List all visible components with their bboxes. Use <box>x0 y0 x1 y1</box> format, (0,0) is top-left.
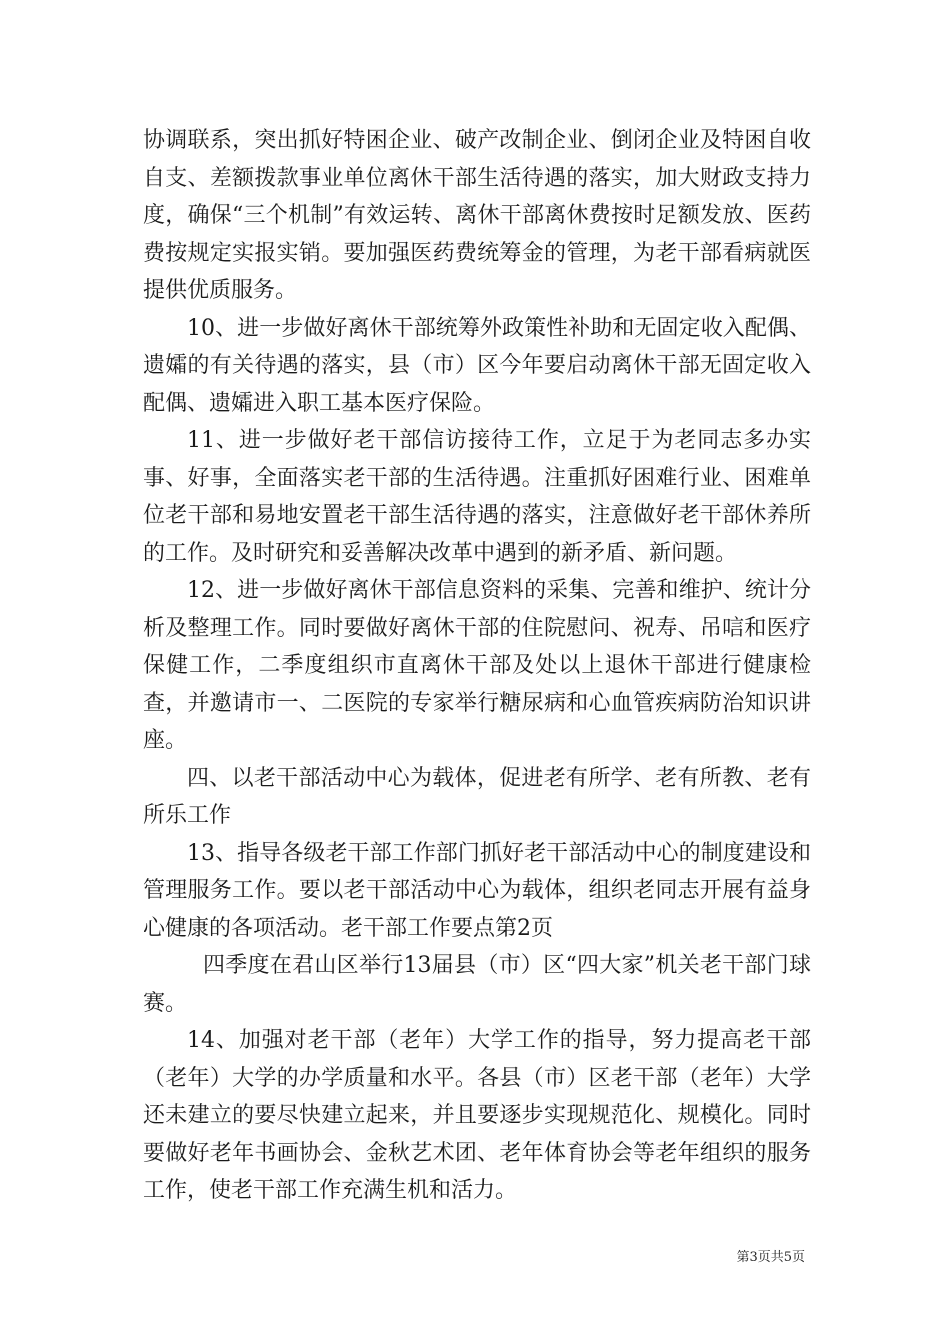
paragraph-item-11: 11、进一步做好老干部信访接待工作，立足于为老同志多办实事、好事，全面落实老干部的生活待遇。注重抓好困难行业、困难单位老干部和易地安置老干部生活待遇的落实，注意做好老干部休养所的工作。及时研究和妥善解决改革中遇到的新矛盾、新问题。 <box>143 428 811 566</box>
document-body <box>143 122 811 1210</box>
paragraph-item-12: 12、进一步做好离休干部信息资料的采集、完善和维护、统计分析及整理工作。同时要做好离休干部的住院慰问、祝寿、吊唁和医疗保健工作，二季度组织市直离休干部及处以上退休干部进行健康检查，并邀请市一、二医院的专家举行糖尿病和心血管疾病防治知识讲座。 <box>143 578 811 753</box>
paragraph-gateball-match: 四季度在君山区举行13届县（市）区“四大家”机关老干部门球赛。 <box>143 953 811 1016</box>
paragraph-item-13: 13、指导各级老干部工作部门抓好老干部活动中心的制度建设和管理服务工作。要以老干部活动中心为载体，组织老同志开展有益身心健康的各项活动。老干部工作要点第2页 <box>143 840 811 941</box>
paragraph-item-14: 14、加强对老干部（老年）大学工作的指导，努力提高老干部（老年）大学的办学质量和水平。各县（市）区老干部（老年）大学还未建立的要尽快建立起来，并且要逐步实现规范化、规模化。同时要做好老年书画协会、金秋艺术团、老年体育协会等老年组织的服务工作，使老干部工作充满生机和活力。 <box>143 1028 811 1203</box>
page-number: 第3页共5页 <box>736 1250 805 1265</box>
paragraph-continuation: 协调联系，突出抓好特困企业、破产改制企业、倒闭企业及特困自收自支、差额拨款事业单位离休干部生活待遇的落实，加大财政支持力度，确保“三个机制”有效运转、离休干部离休费按时足额发放、医药费按规定实报实销。要加强医药费统筹金的管理，为老干部看病就医提供优质服务。 <box>143 128 811 303</box>
paragraph-item-10: 10、进一步做好离休干部统筹外政策性补助和无固定收入配偶、遗孀的有关待遇的落实，县（市）区今年要启动离休干部无固定收入配偶、遗孀进入职工基本医疗保险。 <box>143 315 811 416</box>
section-heading-4: 四、以老干部活动中心为载体，促进老有所学、老有所教、老有所乐工作 <box>143 765 811 828</box>
